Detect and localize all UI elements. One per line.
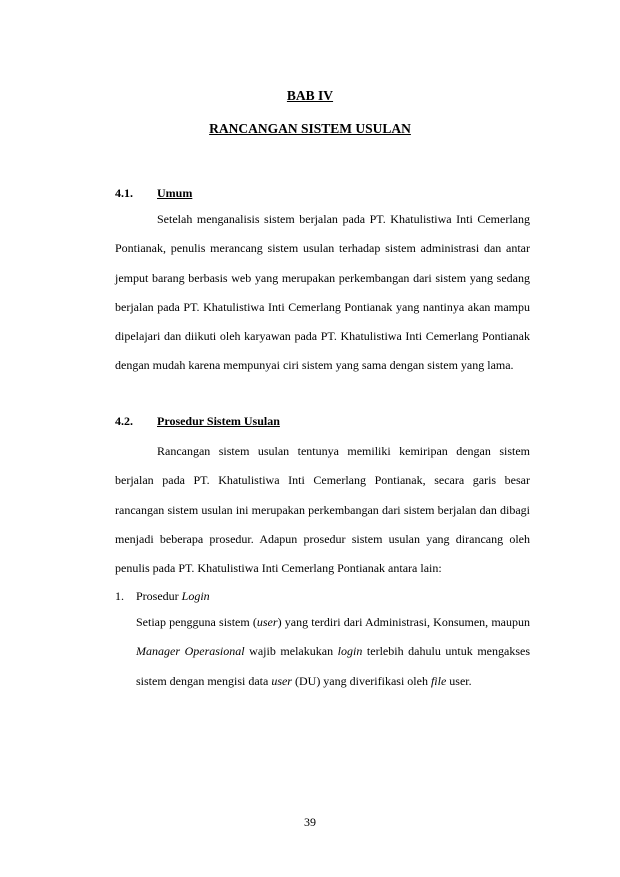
page-number: 39 <box>304 815 316 829</box>
chapter-title: RANCANGAN SISTEM USULAN <box>209 121 411 136</box>
procedure-paragraph: Setiap pengguna sistem (user) yang terdiri dari Administrasi, Konsumen, maupun Manager Operasional wajib melakukan login terlebih dahulu untuk mengakses sistem dengan mengisi data user (DU) yang diverifikasi oleh file user. <box>136 615 530 688</box>
chapter-heading: BAB IV <box>286 88 334 103</box>
section-title: Prosedur Sistem Usulan <box>157 414 280 428</box>
procedure-number: 1. <box>115 589 124 603</box>
section-paragraph: Rancangan sistem usulan tentunya memiliki kemiripan dengan sistem berjalan pada PT. Khatulistiwa Inti Cemerlang Pontianak, secara garis besar rancangan sistem usulan ini merupakan perkembangan dari sistem berjalan dan dibagi menjadi beberapa prosedur. Adapun prosedur sistem usulan yang dirancang oleh penulis pada PT. Khatulistiwa Inti Cemerlang Pontianak antara lain: <box>115 444 530 576</box>
section-title: Umum <box>157 186 193 200</box>
section-number: 4.2. <box>115 414 133 428</box>
section-number: 4.1. <box>115 186 133 200</box>
procedure-title: Prosedur Login <box>136 589 210 603</box>
section-paragraph: Setelah menganalisis sistem berjalan pada PT. Khatulistiwa Inti Cemerlang Pontianak, penulis merancang sistem usulan terhadap sistem administrasi dan antar jemput barang berbasis web yang merupakan perkembangan dari sistem yang sedang berjalan pada PT. Khatulistiwa Inti Cemerlang Pontianak yang nantinya akan mampu dipelajari dan diikuti oleh karyawan pada PT. Khatulistiwa Inti Cemerlang Pontianak dengan mudah karena mempunyai ciri sistem yang sama dengan sistem yang lama. <box>115 212 530 373</box>
